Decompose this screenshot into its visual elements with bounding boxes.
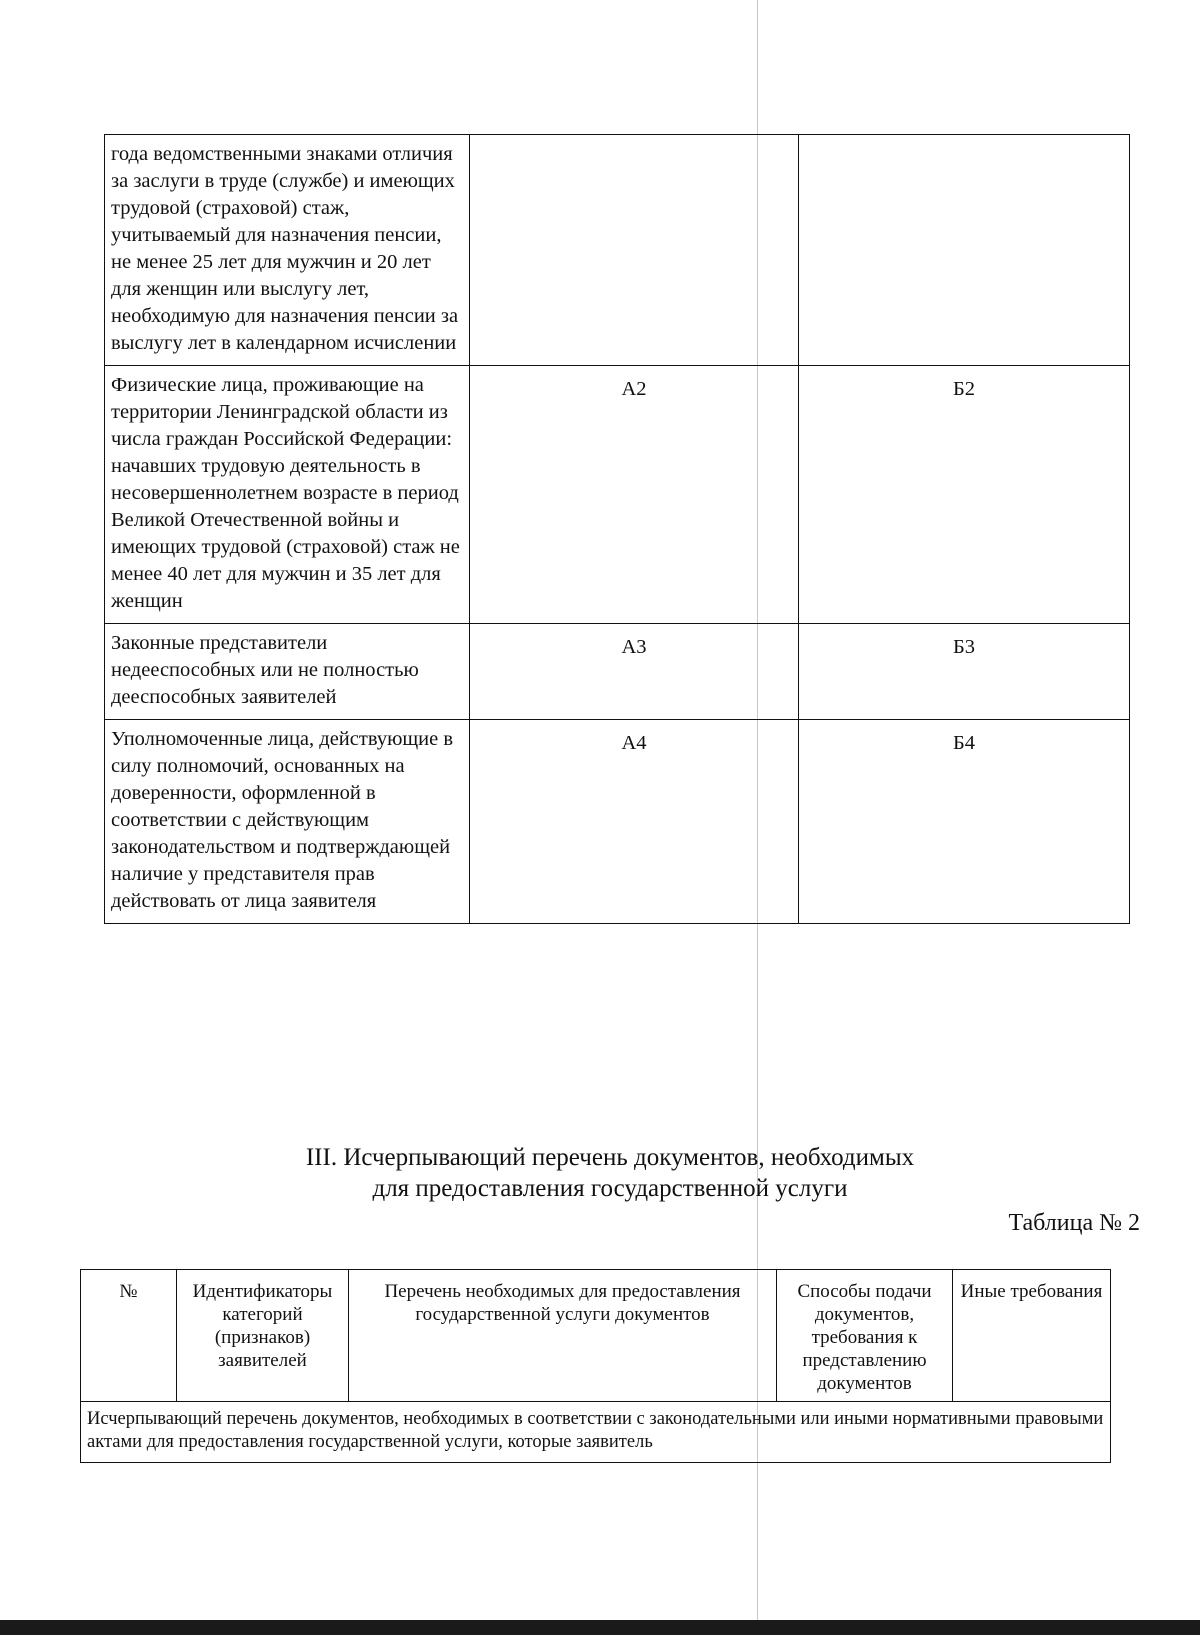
- identifier-b-cell: Б3: [799, 624, 1130, 720]
- documents-table: [80, 1269, 1111, 1463]
- identifier-a-cell: А2: [470, 366, 799, 624]
- identifier-a-cell: [470, 135, 799, 366]
- header-identifiers: Идентификаторы категорий (признаков) заявителей: [177, 1270, 349, 1402]
- identifier-b-cell: Б4: [799, 720, 1130, 924]
- category-cell: Физические лица, проживающие на территории Ленинградской области из числа граждан Российской Федерации: начавших трудовую деятельность в несовершеннолетнем возрасте в период Великой Отечественной войны и имеющих трудовой (страховой) стаж не менее 40 лет для мужчин и 35 лет для женщин: [105, 366, 470, 624]
- table-row: [105, 366, 1130, 624]
- header-methods: Способы подачи документов, требования к представлению документов: [777, 1270, 953, 1402]
- category-cell: Уполномоченные лица, действующие в силу полномочий, основанных на доверенности, оформленной в соответствии с действующим законодательством и подтверждающей наличие у представителя прав действовать от лица заявителя: [105, 720, 470, 924]
- identifier-a-cell: А4: [470, 720, 799, 924]
- identifier-a-cell: А3: [470, 624, 799, 720]
- table-row: [81, 1402, 1111, 1463]
- header-number: №: [81, 1270, 177, 1402]
- table-header-row: [81, 1270, 1111, 1402]
- identifier-b-cell: [799, 135, 1130, 366]
- table-row: [105, 135, 1130, 366]
- section-heading: [160, 1142, 1060, 1204]
- header-other: Иные требования: [953, 1270, 1111, 1402]
- table-number-label: Таблица № 2: [1008, 1210, 1140, 1236]
- section-title-line-1: III. Исчерпывающий перечень документов, необходимых: [305, 1144, 915, 1171]
- category-cell: года ведомственными знаками отличия за заслуги в труде (службе) и имеющих трудовой (страховой) стаж, учитываемый для назначения пенсии, не менее 25 лет для мужчин и 20 лет для женщин или выслугу лет, необходимую для назначения пенсии за выслугу лет в календарном исчислении: [105, 135, 470, 366]
- header-documents: Перечень необходимых для предоставления государственной услуги документов: [349, 1270, 777, 1402]
- table-row: [105, 720, 1130, 924]
- section-description-cell: Исчерпывающий перечень документов, необходимых в соответствии с законодательными или иными нормативными правовыми актами для предоставления государственной услуги, которые заявитель: [81, 1402, 1111, 1463]
- section-title-line-2: для предоставления государственной услуги: [372, 1175, 848, 1202]
- applicant-categories-table: [104, 134, 1130, 924]
- identifier-b-cell: Б2: [799, 366, 1130, 624]
- category-cell: Законные представители недееспособных или не полностью дееспособных заявителей: [105, 624, 470, 720]
- scan-border: [0, 1620, 1200, 1635]
- table-row: [105, 624, 1130, 720]
